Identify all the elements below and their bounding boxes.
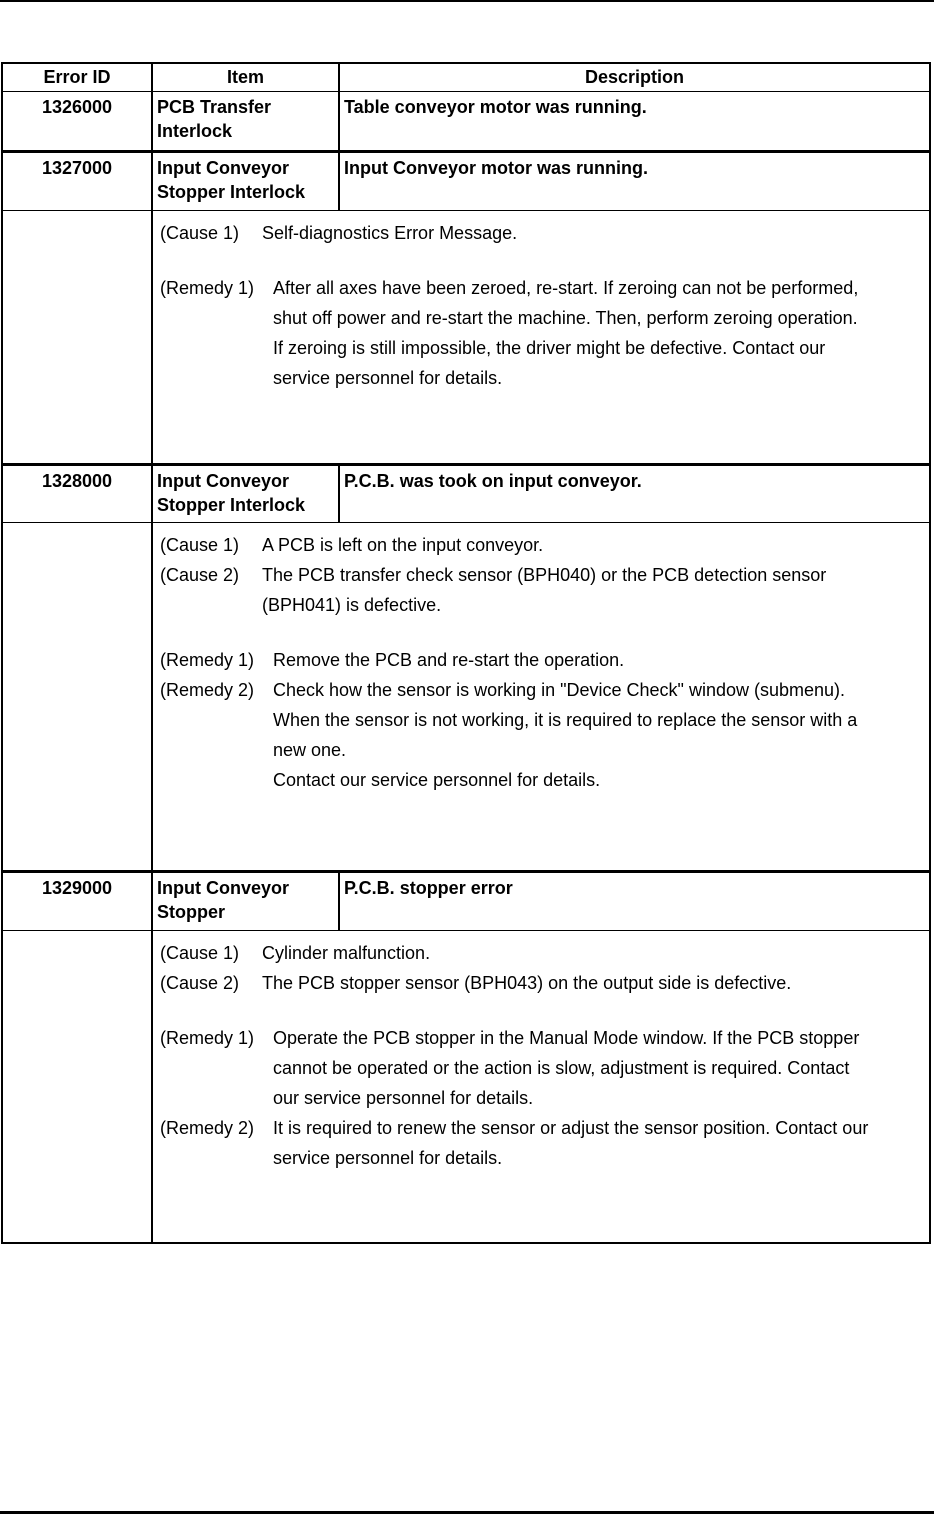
- item: [151, 466, 338, 522]
- remedy-line: [153, 333, 929, 363]
- item-line: Interlock: [157, 121, 233, 141]
- remedy-label: (Remedy 1): [160, 278, 255, 298]
- spacer: [153, 620, 929, 645]
- description: Input Conveyor motor was running.: [338, 153, 929, 210]
- spacer: [153, 248, 929, 273]
- remedy-line: [153, 273, 929, 303]
- item-line: Input Conveyor: [157, 158, 290, 178]
- item: [151, 873, 338, 930]
- remedy-label: (Remedy 2): [160, 680, 255, 700]
- cause-text: A PCB is left on the input conveyor.: [262, 535, 544, 555]
- cause-label: (Cause 1): [160, 943, 240, 963]
- remedy-text: If zeroing is still impossible, the driver might be defective. Contact our: [273, 338, 826, 358]
- item: [151, 153, 338, 210]
- remedy-line: [153, 645, 929, 675]
- remedy-line: [153, 675, 929, 705]
- cause-label: (Cause 1): [160, 535, 240, 555]
- cause-line: [153, 968, 929, 998]
- remedy-label: (Remedy 1): [160, 1028, 255, 1048]
- item-line: Stopper Interlock: [157, 182, 306, 202]
- remedy-line: [153, 363, 929, 393]
- description: P.C.B. was took on input conveyor.: [338, 466, 929, 522]
- cause-remedy-cell: [151, 523, 929, 870]
- remedy-text: cannot be operated or the action is slow, adjustment is required. Contact: [273, 1058, 850, 1078]
- empty-cell: [3, 931, 151, 1242]
- remedy-line: [153, 735, 929, 765]
- remedy-text: service personnel for details.: [273, 1148, 503, 1168]
- table-row: [3, 150, 929, 210]
- remedy-text: It is required to renew the sensor or adjust the sensor position. Contact our: [273, 1118, 869, 1138]
- error-id: 1326000: [41, 97, 113, 117]
- top-rule: [0, 0, 934, 2]
- error-table: [1, 62, 931, 1244]
- item-line: Input Conveyor: [157, 471, 290, 491]
- empty-cell: [3, 523, 151, 870]
- detail-row: [3, 210, 929, 463]
- cause-remedy-cell: [151, 211, 929, 463]
- cause-text: The PCB stopper sensor (BPH043) on the output side is defective.: [262, 973, 792, 993]
- cause-text: Cylinder malfunction.: [262, 943, 431, 963]
- remedy-line: [153, 303, 929, 333]
- remedy-line: [153, 1113, 929, 1143]
- detail-row: [3, 930, 929, 1242]
- description: P.C.B. stopper error: [338, 873, 929, 930]
- item-line: Input Conveyor: [157, 878, 290, 898]
- table-row: [3, 91, 929, 150]
- remedy-line: [153, 1083, 929, 1113]
- table-row: [3, 870, 929, 930]
- cause-line: [153, 560, 929, 590]
- error-id: 1328000: [41, 471, 113, 491]
- remedy-text: When the sensor is not working, it is required to replace the sensor with a: [273, 710, 858, 730]
- description: Table conveyor motor was running.: [338, 92, 929, 150]
- remedy-text: our service personnel for details.: [273, 1088, 534, 1108]
- remedy-line: [153, 1053, 929, 1083]
- cause-line: [153, 590, 929, 620]
- empty-cell: [3, 211, 151, 463]
- header-error-id: Error ID: [43, 67, 111, 87]
- header-item: Item: [151, 64, 338, 91]
- remedy-text: shut off power and re-start the machine. Then, perform zeroing operation.: [273, 308, 858, 328]
- table-row: [3, 463, 929, 522]
- remedy-text: service personnel for details.: [273, 368, 503, 388]
- cause-line: [153, 218, 929, 248]
- remedy-line: [153, 1023, 929, 1053]
- spacer: [153, 998, 929, 1023]
- cause-text: Self-diagnostics Error Message.: [262, 223, 518, 243]
- remedy-line: [153, 705, 929, 735]
- cause-text: (BPH041) is defective.: [262, 595, 442, 615]
- item-line: PCB Transfer: [157, 97, 272, 117]
- remedy-text: Check how the sensor is working in "Device Check" window (submenu).: [273, 680, 846, 700]
- cause-line: [153, 530, 929, 560]
- remedy-text: Remove the PCB and re-start the operation.: [273, 650, 625, 670]
- remedy-label: (Remedy 1): [160, 650, 255, 670]
- remedy-line: [153, 765, 929, 795]
- cause-remedy-cell: [151, 931, 929, 1242]
- cause-label: (Cause 2): [160, 973, 240, 993]
- table-header: [3, 64, 929, 91]
- remedy-text: new one.: [273, 740, 347, 760]
- item-line: Stopper: [157, 902, 226, 922]
- cause-label: (Cause 1): [160, 223, 240, 243]
- error-id: 1329000: [41, 878, 113, 898]
- item-line: Stopper Interlock: [157, 495, 306, 515]
- cause-label: (Cause 2): [160, 565, 240, 585]
- remedy-line: [153, 1143, 929, 1173]
- error-id: 1327000: [41, 158, 113, 178]
- header-description: Description: [338, 64, 929, 91]
- remedy-text: Contact our service personnel for details.: [273, 770, 601, 790]
- cause-line: [153, 938, 929, 968]
- cause-text: The PCB transfer check sensor (BPH040) or the PCB detection sensor: [262, 565, 827, 585]
- remedy-text: Operate the PCB stopper in the Manual Mode window. If the PCB stopper: [273, 1028, 860, 1048]
- detail-row: [3, 522, 929, 870]
- item: [151, 92, 338, 150]
- remedy-text: After all axes have been zeroed, re-start. If zeroing can not be performed,: [273, 278, 859, 298]
- remedy-label: (Remedy 2): [160, 1118, 255, 1138]
